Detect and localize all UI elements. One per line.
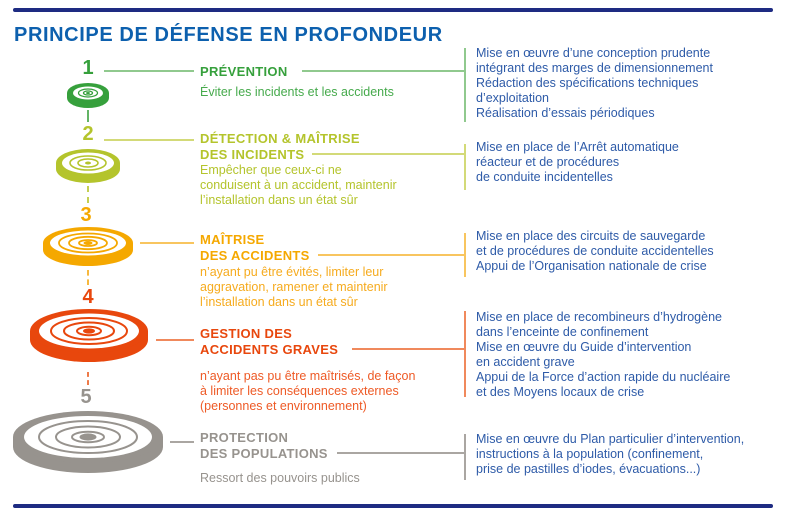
details-rule-bar (464, 311, 466, 397)
ripple-disc-icon (10, 410, 166, 484)
text-line: d’exploitation (476, 91, 549, 105)
level-details (476, 229, 714, 274)
text-line: Mise en œuvre du Guide d’intervention (476, 340, 692, 354)
level-number-badge: 4 (82, 286, 94, 308)
heading-to-details-line (337, 452, 465, 454)
level-heading (200, 232, 310, 264)
text-line: Mise en place de recombineurs d’hydrogène (476, 310, 722, 324)
dashed-connector (87, 372, 89, 385)
level-number-badge: 5 (80, 386, 92, 408)
text-line: n’ayant pu être évités, limiter leur (200, 265, 384, 279)
bottom-border-rule (13, 504, 773, 508)
text-line: PROTECTION (200, 430, 289, 445)
text-line: conduisent à un accident, maintenir (200, 178, 397, 192)
heading-to-details-line (318, 254, 465, 256)
level-description (200, 85, 394, 100)
text-line: et des Moyens locaux de crise (476, 385, 645, 399)
ripple-disc-icon (27, 308, 151, 374)
text-line: l’installation dans un état sûr (200, 193, 358, 207)
details-rule-bar (464, 233, 466, 277)
level-number-badge: 1 (82, 57, 94, 79)
text-line: l’installation dans un état sûr (200, 295, 358, 309)
text-line: Mise en place de l’Arrêt automatique (476, 140, 679, 154)
text-line: MAÎTRISE (200, 232, 265, 247)
heading-to-details-line (312, 153, 465, 155)
text-line: dans l’enceinte de confinement (476, 325, 649, 339)
text-line: Mise en place des circuits de sauvegarde (476, 229, 706, 243)
text-line: DES ACCIDENTS (200, 248, 310, 263)
text-line: Mise en œuvre du Plan particulier d’intervention, (476, 432, 745, 446)
level-description (200, 369, 415, 414)
text-line: DES POPULATIONS (200, 446, 328, 461)
level-description (200, 471, 360, 486)
heading-to-details-line (302, 70, 465, 72)
level-number-badge: 3 (80, 204, 92, 226)
text-line: à limiter les conséquences externes (200, 384, 399, 398)
level-details (476, 310, 730, 400)
level-details (476, 46, 713, 121)
heading-to-details-line (352, 348, 465, 350)
text-line: GESTION DES (200, 326, 293, 341)
text-line: Appui de l’Organisation nationale de crise (476, 259, 707, 273)
text-line: DÉTECTION & MAÎTRISE (200, 131, 360, 146)
text-line: intégrant des marges de dimensionnement (476, 61, 713, 75)
level-details (476, 432, 744, 477)
dashed-connector (87, 270, 89, 285)
ripple-disc-icon (40, 226, 136, 274)
text-line: DES INCIDENTS (200, 147, 305, 162)
details-rule-bar (464, 144, 466, 190)
details-rule-bar (464, 434, 466, 480)
text-line: Réalisation d’essais périodiques (476, 106, 655, 120)
text-line: Appui de la Force d’action rapide du nucléaire (476, 370, 731, 384)
level-description (200, 163, 397, 208)
text-line: réacteur et de procédures (476, 155, 620, 169)
text-line: et de procédures de conduite accidentelles (476, 244, 714, 258)
text-line: Éviter les incidents et les accidents (200, 85, 394, 99)
text-line: (personnes et environnement) (200, 399, 367, 413)
text-line: Empêcher que ceux-ci ne (200, 163, 342, 177)
text-line: en accident grave (476, 355, 575, 369)
top-border-rule (13, 8, 773, 12)
level-details (476, 140, 679, 185)
details-rule-bar (464, 48, 466, 122)
disc-to-heading-line (140, 242, 194, 244)
text-line: instructions à la population (confinement, (476, 447, 704, 461)
text-line: Rédaction des spécifications techniques (476, 76, 699, 90)
level-heading (200, 430, 328, 462)
text-line: Ressort des pouvoirs publics (200, 471, 360, 485)
text-line: PRÉVENTION (200, 64, 288, 79)
level-heading (200, 131, 360, 163)
page-title: PRINCIPE DE DÉFENSE EN PROFONDEUR (14, 24, 443, 46)
text-line: prise de pastilles d’iodes, évacuations...) (476, 462, 701, 476)
number-to-heading-line (104, 139, 194, 141)
text-line: aggravation, ramener et maintenir (200, 280, 388, 294)
level-heading (200, 326, 338, 358)
level-description (200, 265, 388, 310)
level-number-badge: 2 (82, 123, 94, 145)
text-line: n’ayant pas pu être maîtrisés, de façon (200, 369, 416, 383)
disc-to-heading-line (170, 441, 194, 443)
text-line: de conduite incidentelles (476, 170, 613, 184)
disc-to-heading-line (156, 339, 194, 341)
number-to-heading-line (104, 70, 194, 72)
level-heading (200, 64, 288, 80)
text-line: ACCIDENTS GRAVES (200, 342, 339, 357)
dashed-connector (87, 110, 89, 122)
dashed-connector (87, 186, 89, 203)
text-line: Mise en œuvre d’une conception prudente (476, 46, 711, 60)
